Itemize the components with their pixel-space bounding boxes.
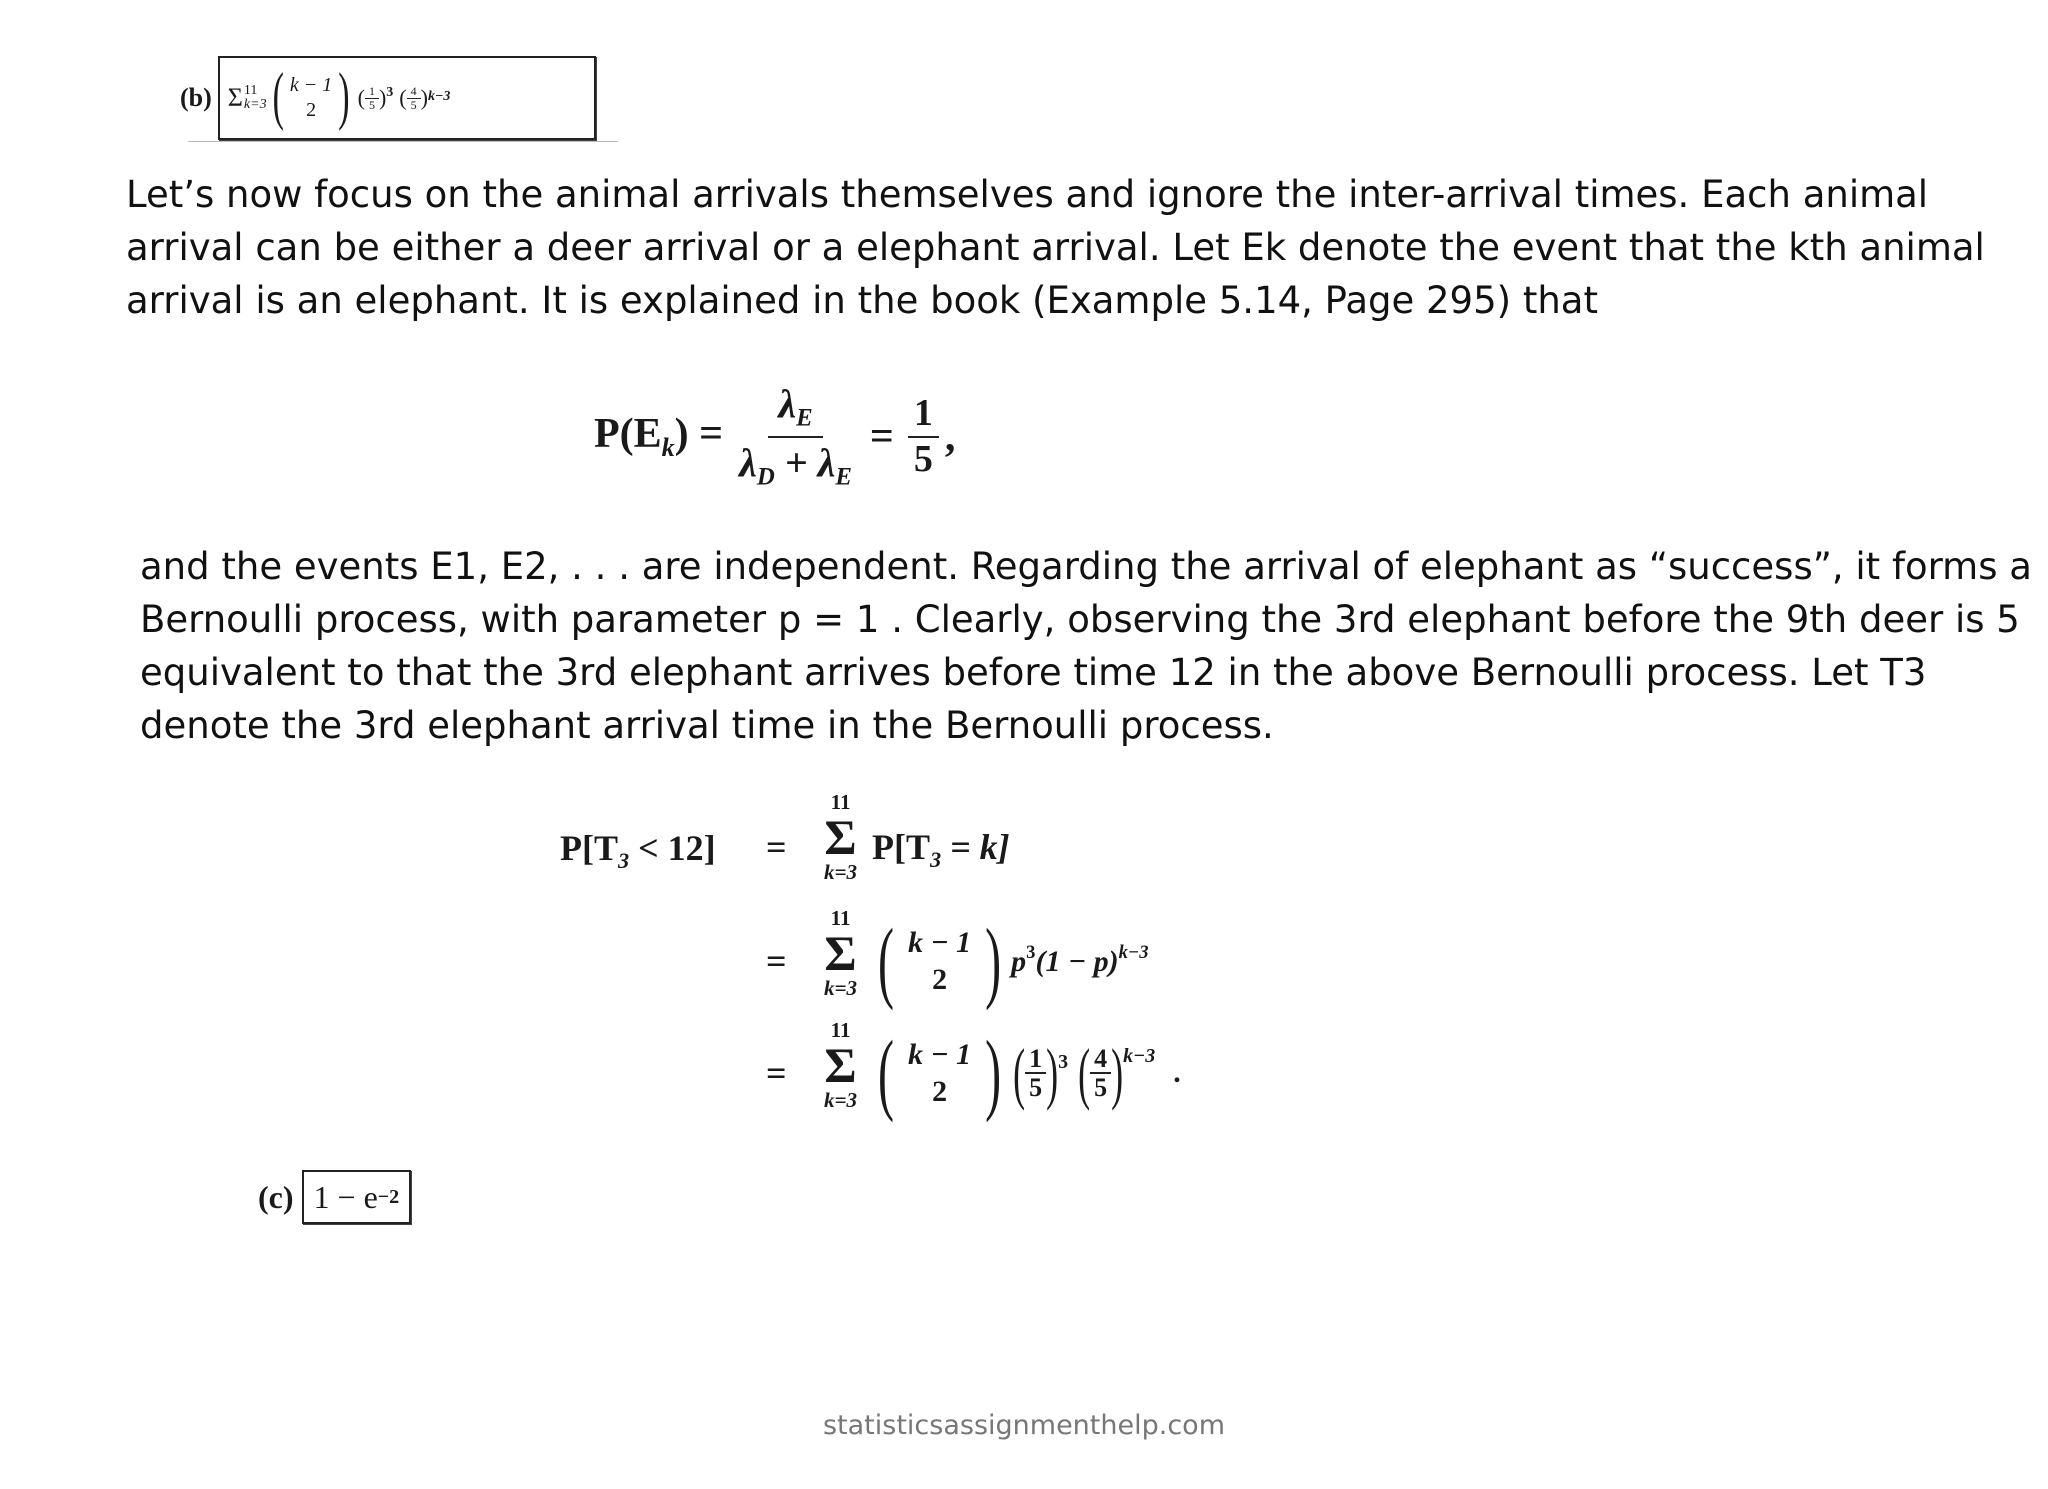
sum-limits [244, 84, 267, 112]
eq1-lhs: $P(E_k)$ = [594, 411, 724, 463]
part-b-frac1-group: ( $\frac{1}{5}$ ) 3 [357, 83, 394, 112]
eq2-equals-1: = [766, 827, 787, 867]
frac-4-5: $\frac{4}{5}$ [407, 85, 421, 111]
part-c-box: 1 − e −2 [302, 1170, 412, 1224]
part-b [180, 52, 596, 144]
part-b-label: (b) [180, 83, 212, 112]
eq2-sum-2: 11 Σ k=3 [824, 906, 858, 1001]
part-b-underline [188, 141, 618, 142]
eq1-fraction: $\frac{\lambda_E}{\lambda_D + \lambda_E}$ [739, 381, 852, 491]
binom-bottom: 2 [306, 99, 317, 121]
paragraph-2 [140, 540, 2032, 752]
eq2-equals-2: = [766, 941, 787, 981]
paragraph-1-line-3: arrival is an elephant. It is explained in the book (Example 5.14, Page 295) that [126, 279, 1598, 322]
part-b-binom [290, 73, 332, 123]
paragraph-2-line-4: denote the 3rd elephant arrival time in the Bernoulli process. [140, 704, 1274, 747]
eq2-bernoulli-term: $p^3(1 - p)^{k-3}$ [1011, 942, 1149, 979]
paragraph-2-line-2: Bernoulli process, with parameter p = 1 . Clearly, observing the 3rd elephant before the 9th deer is 5 [140, 598, 2020, 641]
binom-top: k − 1 [289, 74, 333, 96]
part-b-box [218, 56, 596, 140]
exp-3: 3 [386, 84, 394, 100]
sum-sign: Σ [227, 83, 243, 112]
sum-upper: 11 [243, 83, 258, 98]
paragraph-1-line-1: Let’s now focus on the animal arrivals themselves and ignore the inter-arrival times. Each animal [126, 173, 1929, 216]
eq2-period: . [1173, 1056, 1181, 1089]
footer-site: statisticsassignmenthelp.com [822, 1410, 1225, 1441]
part-c [258, 1170, 411, 1224]
eq1-comma: , [944, 414, 956, 460]
sum-lower: k=3 [243, 97, 267, 112]
eq2-sum-1: 11 Σ k=3 [824, 790, 858, 885]
eq2-lhs: $P[T_3 < 12]$ [560, 827, 716, 873]
paragraph-1-line-2: arrival can be either a deer arrival or a elephant arrival. Let Ek denote the event that the kth animal [126, 226, 1985, 269]
frac-1-5: $\frac{1}{5}$ [365, 85, 379, 111]
paragraph-2-line-3: equivalent to that the 3rd elephant arrives before time 12 in the above Bernoulli process. Let T3 [140, 651, 1927, 694]
eq2-frac-4-5: ( $\frac{4}{5}$ ) k−3 [1078, 1035, 1156, 1111]
paragraph-2-line-1: and the events E1, E2, . . . are independent. Regarding the arrival of elephant as “success”, it forms a [140, 545, 2032, 588]
exp-k-3: k−3 [427, 88, 451, 104]
equation-1 [594, 382, 955, 492]
eq2-line-1 [560, 790, 745, 910]
eq2-frac-1-5: ( $\frac{1}{5}$ ) 3 [1013, 1035, 1069, 1111]
left-paren: ( [272, 61, 284, 133]
paragraph-1 [126, 168, 1985, 327]
part-b-sum [228, 83, 267, 113]
part-b-frac2-group: ( $\frac{4}{5}$ ) k−3 [399, 83, 451, 112]
eq1-equals: = [869, 414, 894, 460]
eq2-term-1: $P[T_3 = k]$ [872, 827, 1010, 872]
right-paren: ) [338, 61, 350, 133]
eq1-one-fifth: $\frac{1}{5}$ [908, 394, 939, 480]
eq2-sum-3: 11 Σ k=3 [824, 1018, 858, 1113]
eq2-equals-3: = [766, 1053, 787, 1093]
part-c-label: (c) [258, 1178, 294, 1215]
eq2-binom-3: ( k − 1 2 ) ( $\frac{1}{5}$ ) 3 ( $\frac{4}{5}$ ) k−3 . [878, 1022, 1181, 1124]
eq2-binom-2: ( k − 1 2 ) $p^3(1 - p)^{k-3}$ [878, 910, 1149, 1012]
equation-2 [560, 790, 1320, 1140]
